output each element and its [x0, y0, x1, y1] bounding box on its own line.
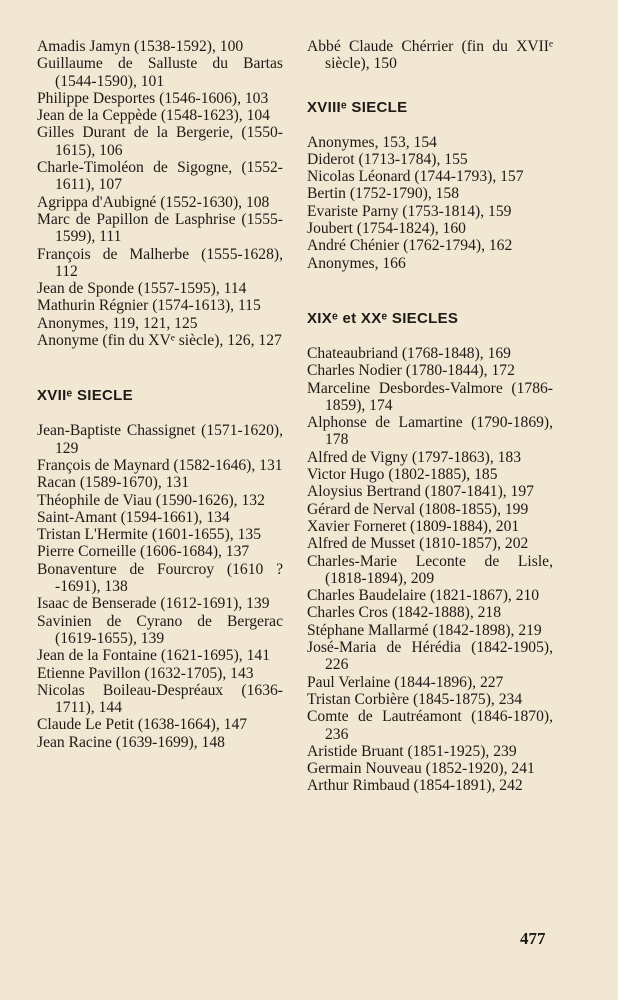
index-entry: Jean de la Fontaine (1621-1695), 141	[37, 647, 270, 665]
index-entry: François de Maynard (1582-1646), 131	[37, 456, 283, 474]
page-number: 477	[520, 929, 546, 948]
index-entry: Pierre Corneille (1606-1684), 137	[37, 543, 250, 561]
index-entry: Xavier Forneret (1809-1884), 201	[307, 517, 520, 535]
index-entry: Charles Nodier (1780-1844), 172	[307, 362, 515, 380]
index-entry: Anonymes, 153, 154	[307, 133, 437, 151]
index-entry: Nicolas Léonard (1744-1793), 157	[307, 168, 524, 186]
index-entry: Jean Racine (1639-1699), 148	[37, 733, 225, 751]
index-entry: Agrippa d'Aubigné (1552-1630), 108	[37, 193, 270, 211]
index-entry: Tristan L'Hermite (1601-1655), 135	[37, 526, 261, 544]
index-entry: Charle-Timoléon de Sigogne, (1552-1611), 107	[37, 159, 283, 194]
index-entry: Marc de Papillon de Lasphrise (1555-1599), 111	[37, 210, 283, 246]
index-entry: Tristan Corbière (1845-1875), 234	[307, 690, 523, 708]
index-entry: Philippe Desportes (1546-1606), 103	[37, 89, 269, 107]
index-entry: Evariste Parny (1753-1814), 159	[307, 202, 512, 220]
index-entry: Nicolas Boileau-Despréaux (1636-1711), 144	[37, 681, 283, 717]
section-heading-xviii: XVIIIᵉ SIECLE	[307, 98, 408, 116]
index-entry: Alfred de Musset (1810-1857), 202	[307, 535, 529, 553]
index-entry: Jean de Sponde (1557-1595), 114	[37, 280, 247, 298]
index-entry: Anonymes, 166	[307, 254, 406, 272]
index-entry: Joubert (1754-1824), 160	[307, 220, 466, 238]
index-entry: Savinien de Cyrano de Bergerac (1619-1655), 139	[37, 612, 283, 647]
index-entry: Alphonse de Lamartine (1790-1869), 178	[307, 414, 553, 449]
index-entry: Anonymes, 119, 121, 125	[37, 314, 198, 332]
index-entry: Claude Le Petit (1638-1664), 147	[37, 716, 248, 734]
entry-list-xvii-cont	[307, 38, 553, 73]
index-entry: José-Maria de Hérédia (1842-1905), 226	[307, 639, 553, 674]
index-entry: Théophile de Viau (1590-1626), 132	[37, 491, 265, 509]
index-entry: Marceline Desbordes-Valmore (1786-1859), 174	[307, 379, 553, 414]
index-entry: André Chénier (1762-1794), 162	[307, 237, 513, 255]
entry-list-xviii	[307, 134, 553, 272]
index-entry: Bertin (1752-1790), 158	[307, 185, 460, 203]
index-entry: Victor Hugo (1802-1885), 185	[307, 466, 498, 484]
index-entry: Anonyme (fin du XVᵉ siècle), 126, 127	[37, 332, 282, 350]
index-entry: Abbé Claude Chérrier (fin du XVIIᵉ siècle), 150	[307, 38, 553, 73]
index-entry: Racan (1589-1670), 131	[37, 474, 190, 492]
index-entry: Isaac de Benserade (1612-1691), 139	[37, 595, 270, 613]
index-entry: Paul Verlaine (1844-1896), 227	[307, 673, 504, 691]
index-entry: Aloysius Bertrand (1807-1841), 197	[307, 483, 534, 501]
index-column-right	[307, 38, 553, 795]
index-entry: Germain Nouveau (1852-1920), 241	[307, 760, 535, 778]
entry-list-xvi	[37, 38, 283, 349]
index-entry: Jean-Baptiste Chassignet (1571-1620), 129	[37, 422, 283, 457]
index-entry: Etienne Pavillon (1632-1705), 143	[37, 664, 254, 682]
index-entry: Amadis Jamyn (1538-1592), 100	[37, 38, 244, 55]
index-entry: Bonaventure de Fourcroy (1610 ?-1691), 138	[37, 560, 283, 596]
index-entry: Guillaume de Salluste du Bartas (1544-1590), 101	[37, 55, 283, 90]
index-entry: Charles Cros (1842-1888), 218	[307, 604, 502, 622]
index-entry: Jean de la Ceppède (1548-1623), 104	[37, 107, 270, 125]
index-entry: Stéphane Mallarmé (1842-1898), 219	[307, 621, 542, 639]
index-entry: François de Malherbe (1555-1628), 112	[37, 245, 283, 280]
index-entry: Comte de Lautréamont (1846-1870), 236	[307, 708, 553, 743]
index-entry: Chateaubriand (1768-1848), 169	[307, 344, 511, 362]
index-entry: Gérard de Nerval (1808-1855), 199	[307, 500, 529, 518]
index-column-left	[37, 38, 283, 751]
index-entry: Aristide Bruant (1851-1925), 239	[307, 742, 517, 760]
index-entry: Saint-Amant (1594-1661), 134	[37, 508, 230, 526]
index-entry: Arthur Rimbaud (1854-1891), 242	[307, 777, 523, 795]
section-heading-xvii: XVIIᵉ SIECLE	[37, 387, 133, 405]
index-entry: Gilles Durant de la Bergerie, (1550-1615), 106	[37, 124, 283, 159]
index-entry: Charles Baudelaire (1821-1867), 210	[307, 587, 540, 605]
section-heading-xix-xx: XIXᵉ et XXᵉ SIECLES	[307, 309, 459, 327]
index-entry: Mathurin Régnier (1574-1613), 115	[37, 297, 261, 315]
index-entry: Diderot (1713-1784), 155	[307, 150, 468, 168]
entry-list-xix-xx	[307, 345, 553, 795]
index-entry: Charles-Marie Leconte de Lisle, (1818-1894), 209	[307, 552, 553, 587]
index-entry: Alfred de Vigny (1797-1863), 183	[307, 448, 522, 466]
entry-list-xvii	[37, 422, 283, 751]
